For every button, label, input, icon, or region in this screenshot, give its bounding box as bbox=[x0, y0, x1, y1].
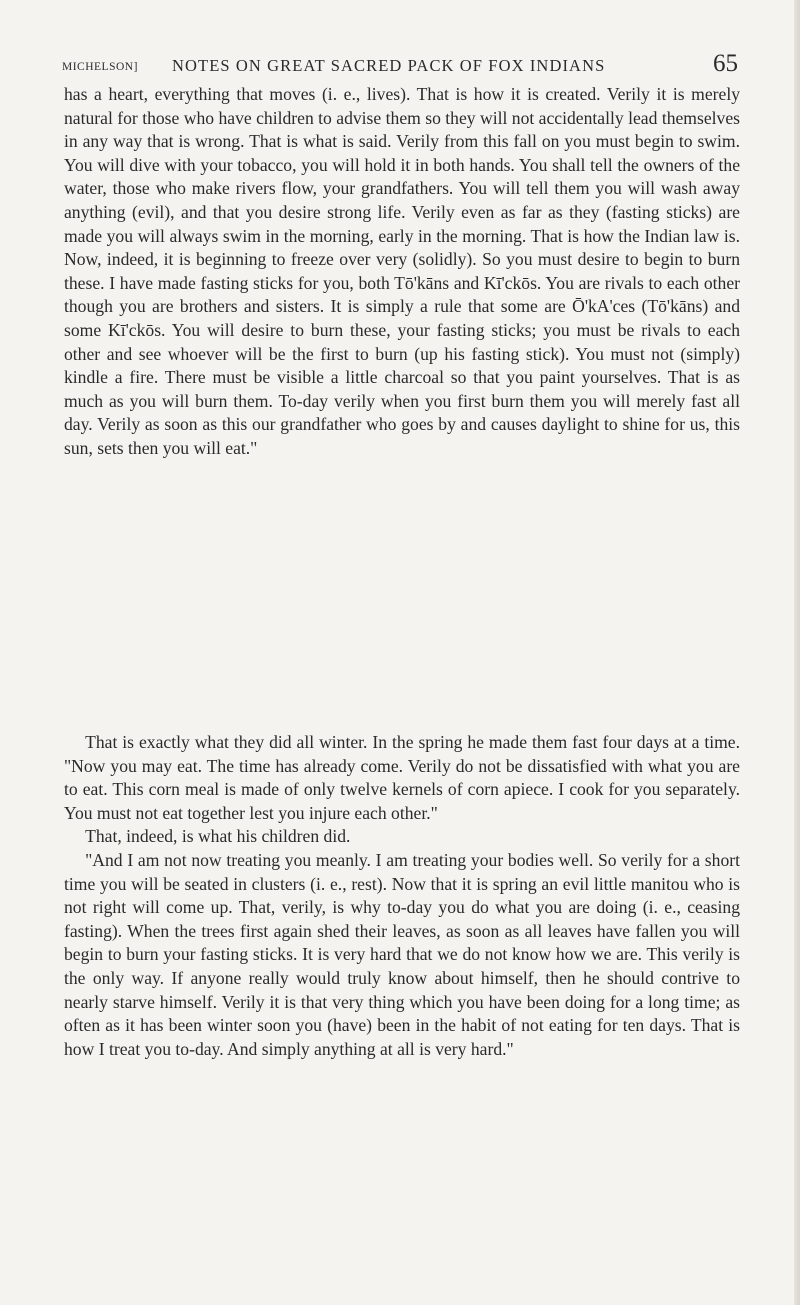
text-block-bottom bbox=[64, 731, 740, 1061]
running-head-author: MICHELSON] bbox=[62, 61, 138, 73]
running-head-title: NOTES ON GREAT SACRED PACK OF FOX INDIANS bbox=[172, 56, 606, 75]
paragraph-children: That, indeed, is what his children did. bbox=[85, 826, 351, 847]
paragraph-winter: That is exactly what they did all winter. In the spring he made them fast four days at a time. "Now you may eat. The time has already come. Verily do not be dissatisfied with what you are to eat. This corn meal is made of only twelve kernels of corn apiece. I cook for you separately. You must not eat together lest you injure each other." bbox=[64, 732, 740, 823]
paragraph-continued: has a heart, everything that moves (i. e., lives). That is how it is created. Verily it is merely natural for those who have children to advise them so they will not accidentally lead themselves in any way that is wrong. That is what is said. Verily from this fall on you must begin to swim. You will dive with your tobacco, you will hold it in both hands. You shall tell the owners of the water, those who make rivers flow, your grandfathers. You will tell them you will wash away anything (evil), and that you desire strong life. Verily even as far as they (fasting sticks) are made you will always swim in the morning, early in the morning. That is how the Indian law is. Now, indeed, it is beginning to freeze over very (solidly). So you must desire to begin to burn these. I have made fasting sticks for you, both Tō'kāns and Kī'ckōs. You are rivals to each other though you are brothers and sisters. It is simply a rule that some are Ō'kA'ces (Tō'kāns) and some Kī'ckōs. You will desire to burn these, your fasting sticks; you must be rivals to each other and see whoever will be the first to burn (up his fasting stick). You must not (simply) kindle a fire. There must be visible a little charcoal so that you paint yourselves. That is as much as you will burn them. To-day verily when you first burn them you will merely fast all day. Verily as soon as this our grandfather who goes by and causes daylight to shine for us, this sun, sets then you will eat." bbox=[64, 84, 740, 458]
text-block-top bbox=[64, 83, 740, 461]
page-edge bbox=[794, 0, 800, 1305]
paragraph-speech: "And I am not now treating you meanly. I am treating your bodies well. So verily for a short time you will be seated in clusters (i. e., rest). Now that it is spring an evil little manitou who is not right will come up. That, verily, is why to-day you do what you are doing (i. e., ceasing fasting). When the trees first again shed their leaves, as soon as all leaves have fallen you will begin to burn your fasting sticks. It is very hard that we do not know how we are. This verily is the only way. If anyone really would truly know about himself, then he should contrive to nearly starve himself. Verily it is that very thing which you have been doing for a long time; as often as it has been winter soon you (have) been in the habit of not eating for ten days. That is how I treat you to-day. And simply anything at all is very hard." bbox=[64, 849, 740, 1059]
page-number: 65 bbox=[713, 50, 738, 77]
